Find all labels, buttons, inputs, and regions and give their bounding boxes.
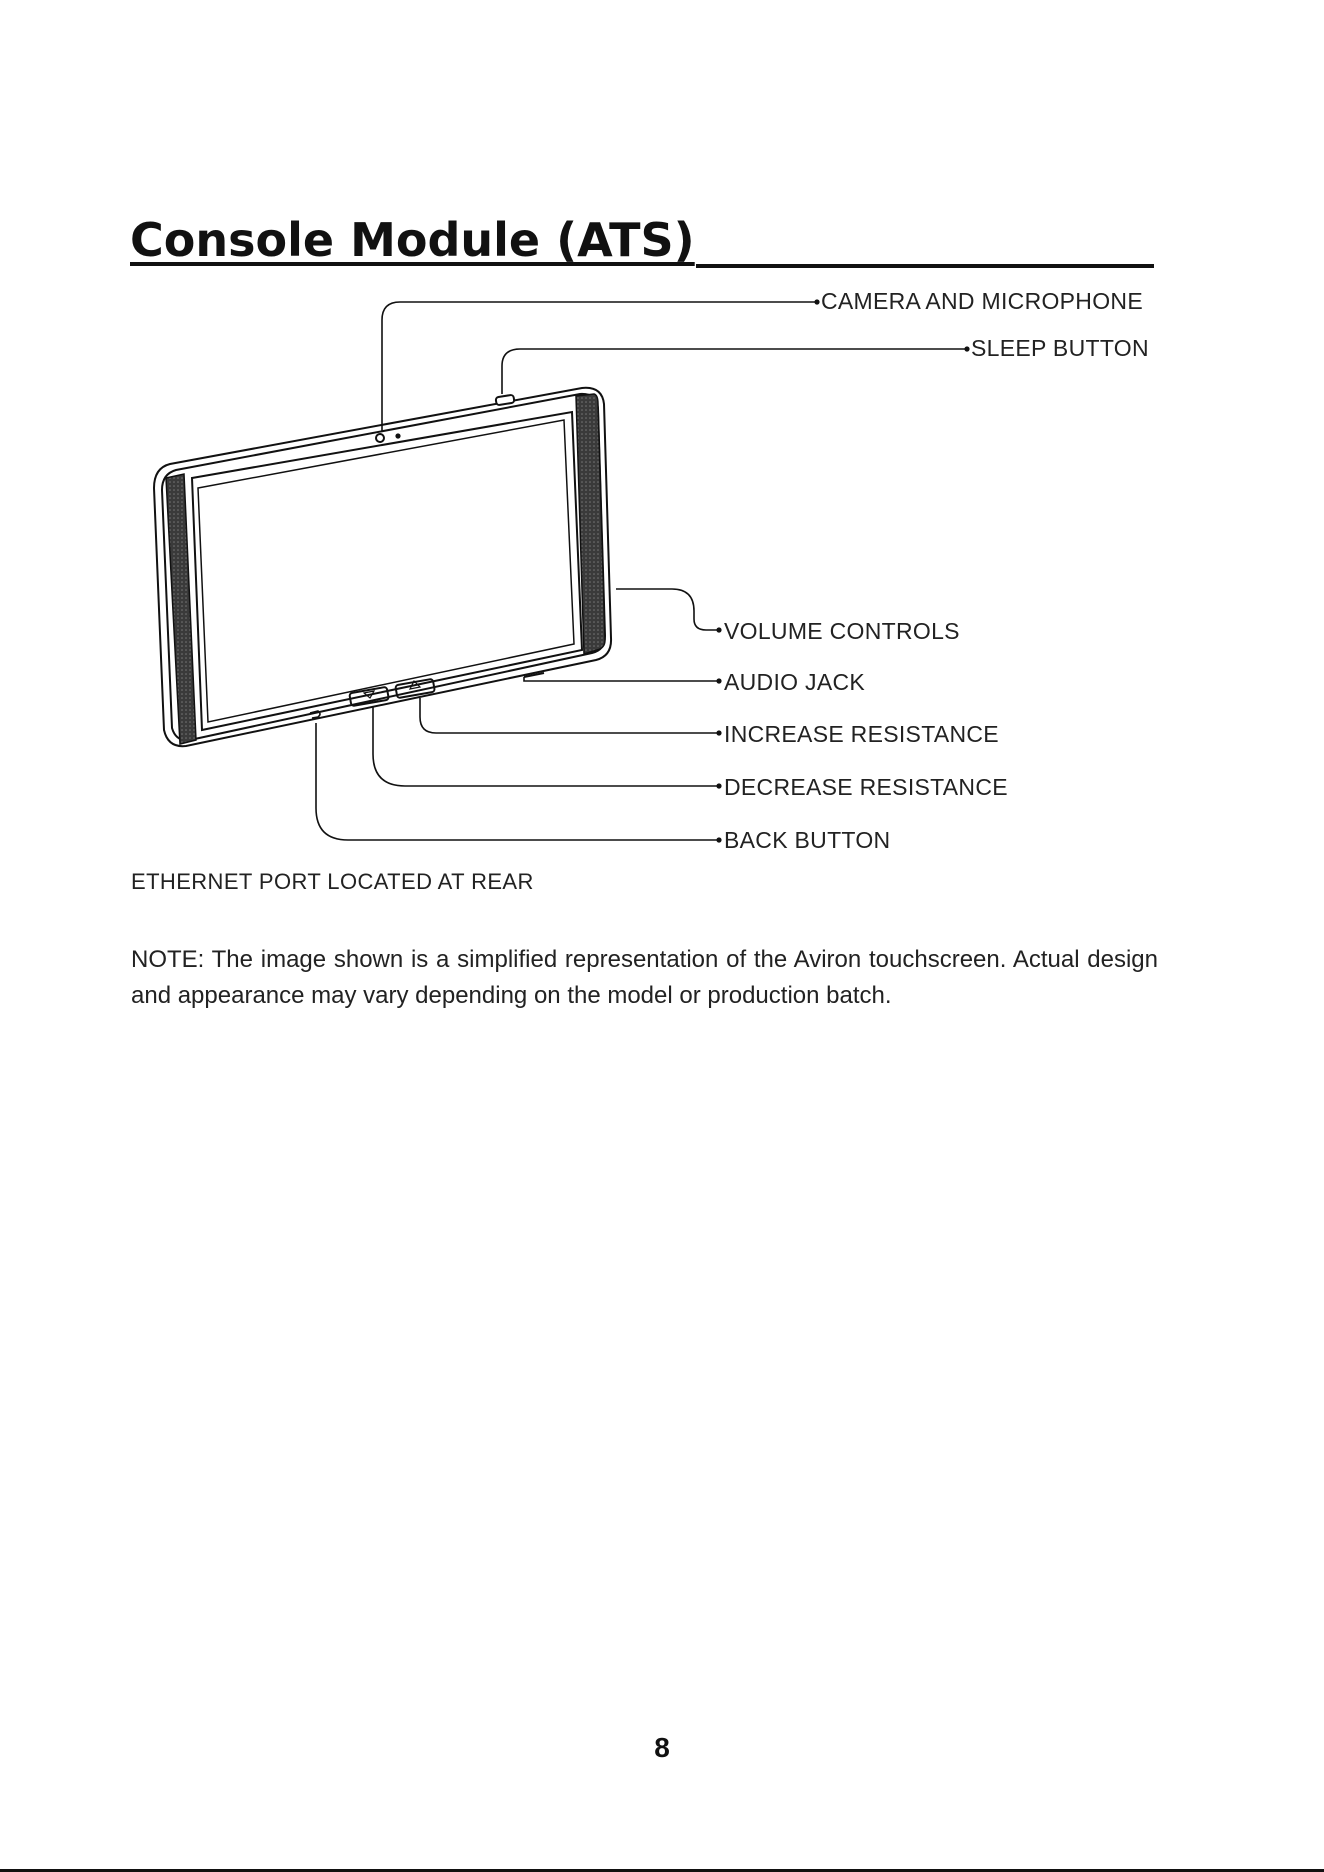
callout-camera-and-microphone: CAMERA AND MICROPHONE	[821, 288, 1143, 314]
page-title: Console Module (ATS)	[130, 213, 695, 267]
callout-audio-jack: AUDIO JACK	[724, 669, 866, 695]
callout-increase-resistance: INCREASE RESISTANCE	[724, 721, 999, 747]
audio-leader	[524, 677, 719, 681]
callout-sleep-button: SLEEP BUTTON	[971, 335, 1149, 361]
sleep-leader	[502, 349, 967, 394]
callout-decrease-resistance: DECREASE RESISTANCE	[724, 774, 1008, 800]
disclaimer-note: NOTE: The image shown is a simplified representation of the Aviron touchscreen. Actual design and appearance may vary depending on the model or production batch.	[131, 946, 1158, 1009]
decrease-leader	[373, 706, 719, 786]
callout-volume-controls: VOLUME CONTROLS	[724, 618, 960, 644]
ethernet-port-note: ETHERNET PORT LOCATED AT REAR	[131, 869, 534, 894]
camera-lens	[376, 434, 384, 442]
volume-leader	[616, 589, 719, 630]
console-diagram	[0, 0, 1324, 900]
touchscreen-device	[154, 388, 611, 746]
sleep-button-shape	[495, 395, 514, 406]
callout-back-button: BACK BUTTON	[724, 827, 891, 853]
increase-leader	[420, 698, 719, 733]
page-number: 8	[654, 1732, 670, 1763]
back-leader	[316, 723, 719, 840]
microphone-dot	[396, 434, 399, 437]
callout-dots	[716, 299, 969, 842]
